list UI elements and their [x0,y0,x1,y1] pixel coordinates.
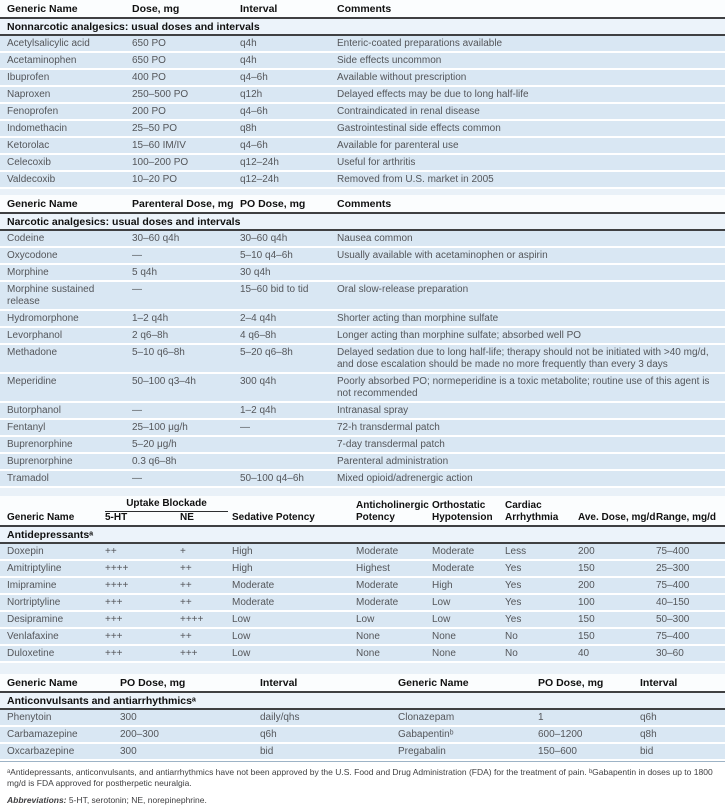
cell-range: 40–150 [656,597,690,608]
cell-anticholinergic-potency: Highest [356,563,390,574]
cell-cardiac-arrhythmia: No [505,631,518,642]
cell-generic-name: Desipramine [7,614,64,625]
cell-anticholinergic-potency: Moderate [356,580,399,591]
cell-po-dose: 150–600 [538,746,577,757]
cell-interval: q8h [240,123,257,134]
cell-generic-name: Fenoprofen [7,106,59,117]
cell-comments: Mixed opioid/adrenergic action [337,473,473,484]
cell-5ht: +++ [105,648,123,659]
table-row [0,629,725,644]
table-row [0,544,725,559]
column-header: Interval [640,677,678,689]
cell-dose: 650 PO [132,55,166,66]
cell-cardiac-arrhythmia: Yes [505,614,522,625]
cell-anticholinergic-potency: None [356,631,380,642]
cell-ne: + [180,546,186,557]
cell-po-dose: 5–20 q6–8h [240,347,293,358]
cell-cardiac-arrhythmia: Yes [505,597,522,608]
cell-sedative-potency: High [232,546,253,557]
cell-interval: q12–24h [240,174,279,185]
cell-interval: bid [640,746,654,757]
cell-interval: q4h [240,38,257,49]
cell-ave-dose: 200 [578,580,595,591]
cell-generic-name: Morphine [7,267,49,278]
column-header: NE [180,511,194,523]
column-header: Sedative Potency [232,511,315,523]
cell-dose: 400 PO [132,72,166,83]
cell-ave-dose: 40 [578,648,590,659]
cell-generic-name: Oxycodone [7,250,58,261]
cell-generic-name: Ketorolac [7,140,50,151]
nonnarcotic-analgesics-table [0,0,725,187]
cell-comments: Poorly absorbed PO; normeperidine is a toxic metabolite; routine use of this agent is not recommended [337,376,710,399]
column-header: Range, mg/d [656,511,717,523]
column-header: Generic Name [7,677,78,689]
table-row [0,248,725,263]
cell-po-dose: 30 q4h [240,267,271,278]
cell-ne: ++++ [180,614,204,625]
cell-comments: Shorter acting than morphine sulfate [337,313,499,324]
column-header: Generic Name [7,198,78,210]
cell-comments: Longer acting than morphine sulfate; absorbed well PO [337,330,582,341]
cell-comments: Delayed sedation due to long half-life; therapy should not be initiated with >40 mg/d, and dose escalation should be made no more frequently than every 3 days [337,347,709,370]
cell-generic-name: Fentanyl [7,422,46,433]
cell-po-dose: 600–1200 [538,729,583,740]
cell-parenteral-dose: 5–10 q6–8h [132,347,185,358]
cell-parenteral-dose: 2 q6–8h [132,330,169,341]
cell-5ht: ++++ [105,580,129,591]
cell-generic-name: Phenytoin [7,712,52,723]
cell-generic-name: Carbamazepine [7,729,78,740]
column-header: Generic Name [398,677,469,689]
table-body [0,544,725,661]
table-row [0,374,725,401]
column-header: PO Dose, mg [538,677,604,689]
cell-sedative-potency: Moderate [232,597,275,608]
cell-ave-dose: 100 [578,597,595,608]
cell-anticholinergic-potency: Moderate [356,546,399,557]
cell-po-dose: 300 [120,712,137,723]
table-header-row [0,496,725,525]
cell-anticholinergic-potency: Moderate [356,597,399,608]
table-row [0,53,725,68]
cell-generic-name: Morphine sustained release [7,284,95,307]
section-header: Narcotic analgesics: usual doses and intervals [0,214,725,229]
table-row [0,155,725,170]
cell-comments: Oral slow-release preparation [337,284,469,295]
cell-comments: Delayed effects may be due to long half-life [337,89,529,100]
cell-orthostatic-hypotension: Low [432,614,451,625]
cell-po-dose: 1 [538,712,544,723]
cell-comments: 72-h transdermal patch [337,422,440,433]
table-body [0,231,725,486]
cell-po-dose: 300 q4h [240,376,277,387]
cell-cardiac-arrhythmia: Yes [505,580,522,591]
cell-interval: q4h [240,55,257,66]
column-header: PO Dose, mg [120,677,186,689]
table-header-row [0,0,725,17]
cell-generic-name: Codeine [7,233,45,244]
cell-ne: ++ [180,580,192,591]
cell-generic-name: Buprenorphine [7,439,73,450]
cell-orthostatic-hypotension: Moderate [432,546,475,557]
cell-dose: 25–50 PO [132,123,178,134]
anticonvulsants-table [0,674,725,762]
table-row [0,87,725,102]
cell-interval: q8h [640,729,657,740]
cell-generic-name: Oxcarbazepine [7,746,75,757]
cell-sedative-potency: High [232,563,253,574]
cell-5ht: +++ [105,631,123,642]
column-header: PO Dose, mg [240,198,306,210]
cell-parenteral-dose: — [132,473,142,484]
cell-orthostatic-hypotension: High [432,580,453,591]
cell-generic-name: Buprenorphine [7,456,73,467]
section-header: Anticonvulsants and antiarrhythmicsᵃ [0,693,725,708]
cell-po-dose [240,456,337,468]
cell-generic-name: Methadone [7,347,58,358]
cell-anticholinergic-potency: None [356,648,380,659]
column-header: Comments [337,3,392,15]
table-row [0,437,725,452]
table-header-row [0,674,725,691]
cell-ave-dose: 200 [578,546,595,557]
cell-comments: Gastrointestinal side effects common [337,123,501,134]
section-header: Antidepressantsᵃ [0,527,725,542]
table-row [0,646,725,661]
cell-interval: q12–24h [240,157,279,168]
cell-parenteral-dose: — [132,405,142,416]
cell-sedative-potency: Low [232,648,251,659]
cell-comments: Usually available with acetaminophen or aspirin [337,250,548,261]
cell-orthostatic-hypotension: None [432,631,456,642]
cell-5ht: +++ [105,614,123,625]
table-row [0,138,725,153]
abbreviations-label: Abbreviations: [7,795,67,805]
footnotes [0,762,725,806]
cell-po-dose: 30–60 q4h [240,233,288,244]
cell-parenteral-dose: — [132,284,142,295]
cell-generic-name: Amitriptyline [7,563,62,574]
cell-po-dose: 2–4 q4h [240,313,277,324]
cell-comments [337,267,719,279]
column-header: Dose, mg [132,3,180,15]
cell-po-dose: 50–100 q4–6h [240,473,304,484]
table-row [0,727,725,742]
cell-ave-dose: 150 [578,631,595,642]
column-header: Parenteral Dose, mg [132,198,234,210]
cell-po-dose: 15–60 bid to tid [240,284,309,295]
cell-orthostatic-hypotension: Moderate [432,563,475,574]
table-row [0,454,725,469]
cell-range: 25–300 [656,563,690,574]
table-header-row [0,195,725,212]
cell-parenteral-dose: 25–100 μg/h [132,422,188,433]
cell-generic-name: Celecoxib [7,157,51,168]
cell-dose: 100–200 PO [132,157,189,168]
cell-parenteral-dose: 30–60 q4h [132,233,180,244]
cell-ave-dose: 150 [578,614,595,625]
cell-generic-name: Naproxen [7,89,51,100]
cell-generic-name: Duloxetine [7,648,55,659]
cell-generic-name: Acetylsalicylic acid [7,38,90,49]
table-row [0,231,725,246]
cell-dose: 250–500 PO [132,89,189,100]
column-header: Interval [260,677,298,689]
cell-generic-name: Hydromorphone [7,313,79,324]
cell-interval: bid [260,746,274,757]
cell-parenteral-dose: 1–2 q4h [132,313,169,324]
table-row [0,265,725,280]
cell-dose: 200 PO [132,106,166,117]
cell-po-dose [240,439,337,451]
table-row [0,710,725,725]
column-header: 5-HT [105,511,128,523]
cell-comments: Useful for arthritis [337,157,416,168]
cell-anticholinergic-potency: Low [356,614,375,625]
cell-5ht: +++ [105,597,123,608]
cell-parenteral-dose: 5–20 μg/h [132,439,177,450]
cell-range: 50–300 [656,614,690,625]
footnote-text: ᵃAntidepressants, anticonvulsants, and antiarrhythmics have not been approved by the U.S. Food and Drug Administration (FDA) for the treatment of pain. ᵇGabapentin in doses up to 1800 mg/d is FDA approved for postherpetic neuralgia. [7,767,713,788]
cell-parenteral-dose: — [132,250,142,261]
column-header: Generic Name [7,511,75,523]
cell-generic-name: Meperidine [7,376,57,387]
cell-interval: q4–6h [240,106,268,117]
cell-comments: Available without prescription [337,72,467,83]
table-row [0,172,725,187]
table-body [0,36,725,187]
cell-generic-name: Gabapentinᵇ [398,729,454,740]
cell-orthostatic-hypotension: None [432,648,456,659]
cell-po-dose: 1–2 q4h [240,405,277,416]
cell-5ht: ++++ [105,563,129,574]
table-row [0,403,725,418]
cell-po-dose: 5–10 q4–6h [240,250,293,261]
cell-ne: ++ [180,563,192,574]
cell-dose: 15–60 IM/IV [132,140,186,151]
table-row [0,744,725,759]
abbreviations [7,795,717,806]
column-header: Generic Name [7,3,78,15]
table-body [0,710,725,759]
cell-comments: Removed from U.S. market in 2005 [337,174,494,185]
table-row [0,121,725,136]
cell-generic-name: Imipramine [7,580,57,591]
table-row [0,311,725,326]
cell-po-dose: 4 q6–8h [240,330,277,341]
cell-parenteral-dose: 0.3 q6–8h [132,456,177,467]
cell-range: 75–400 [656,546,690,557]
cell-cardiac-arrhythmia: Yes [505,563,522,574]
column-header: Interval [240,3,278,15]
column-header: Ave. Dose, mg/d [578,511,656,523]
section-header: Nonnarcotic analgesics: usual doses and intervals [0,19,725,34]
table-row [0,345,725,372]
cell-comments: 7-day transdermal patch [337,439,445,450]
cell-generic-name: Levorphanol [7,330,63,341]
table-row [0,561,725,576]
cell-parenteral-dose: 50–100 q3–4h [132,376,196,387]
cell-comments: Intranasal spray [337,405,409,416]
table-row [0,282,725,309]
cell-comments: Side effects uncommon [337,55,442,66]
column-header: Cardiac Arrhythmia [505,500,559,523]
cell-po-dose: — [240,422,250,433]
table-gap [0,488,725,496]
cell-orthostatic-hypotension: Low [432,597,451,608]
table-row [0,595,725,610]
column-header: Anticholinergic Potency [356,500,429,523]
column-header: Orthostatic Hypotension [432,500,493,523]
cell-generic-name: Nortriptyline [7,597,61,608]
table-row [0,104,725,119]
cell-range: 75–400 [656,631,690,642]
table-row [0,420,725,435]
cell-cardiac-arrhythmia: Less [505,546,527,557]
cell-interval: daily/qhs [260,712,300,723]
table-gap [0,663,725,674]
table-row [0,328,725,343]
cell-dose: 10–20 PO [132,174,178,185]
cell-generic-name: Butorphanol [7,405,61,416]
cell-range: 75–400 [656,580,690,591]
narcotic-analgesics-table [0,195,725,486]
table-row [0,612,725,627]
group-header-uptake-blockade: Uptake Blockade [105,498,228,512]
cell-sedative-potency: Moderate [232,580,275,591]
cell-comments: Nausea common [337,233,413,244]
cell-generic-name: Indomethacin [7,123,68,134]
cell-comments: Parenteral administration [337,456,449,467]
table-row [0,471,725,486]
cell-ne: +++ [180,648,198,659]
cell-interval: q4–6h [240,140,268,151]
cell-generic-name: Pregabalin [398,746,446,757]
cell-generic-name: Acetaminophen [7,55,77,66]
antidepressants-table [0,496,725,661]
cell-generic-name: Venlafaxine [7,631,59,642]
cell-generic-name: Clonazepam [398,712,455,723]
cell-ave-dose: 150 [578,563,595,574]
table-row [0,578,725,593]
cell-5ht: ++ [105,546,117,557]
table-row [0,36,725,51]
cell-generic-name: Ibuprofen [7,72,50,83]
cell-comments: Available for parenteral use [337,140,459,151]
cell-po-dose: 300 [120,746,137,757]
cell-sedative-potency: Low [232,614,251,625]
cell-generic-name: Valdecoxib [7,174,56,185]
abbreviations-text: 5-HT, serotonin; NE, norepinephrine. [66,795,207,805]
column-header: Comments [337,198,392,210]
cell-interval: q6h [640,712,657,723]
cell-comments: Enteric-coated preparations available [337,38,503,49]
cell-sedative-potency: Low [232,631,251,642]
cell-cardiac-arrhythmia: No [505,648,518,659]
cell-generic-name: Doxepin [7,546,44,557]
cell-parenteral-dose: 5 q4h [132,267,158,278]
cell-range: 30–60 [656,648,684,659]
cell-po-dose: 200–300 [120,729,159,740]
cell-generic-name: Tramadol [7,473,49,484]
cell-comments: Contraindicated in renal disease [337,106,480,117]
table-row [0,70,725,85]
cell-ne: ++ [180,597,192,608]
cell-dose: 650 PO [132,38,166,49]
cell-interval: q6h [260,729,277,740]
cell-ne: ++ [180,631,192,642]
cell-interval: q12h [240,89,263,100]
cell-interval: q4–6h [240,72,268,83]
